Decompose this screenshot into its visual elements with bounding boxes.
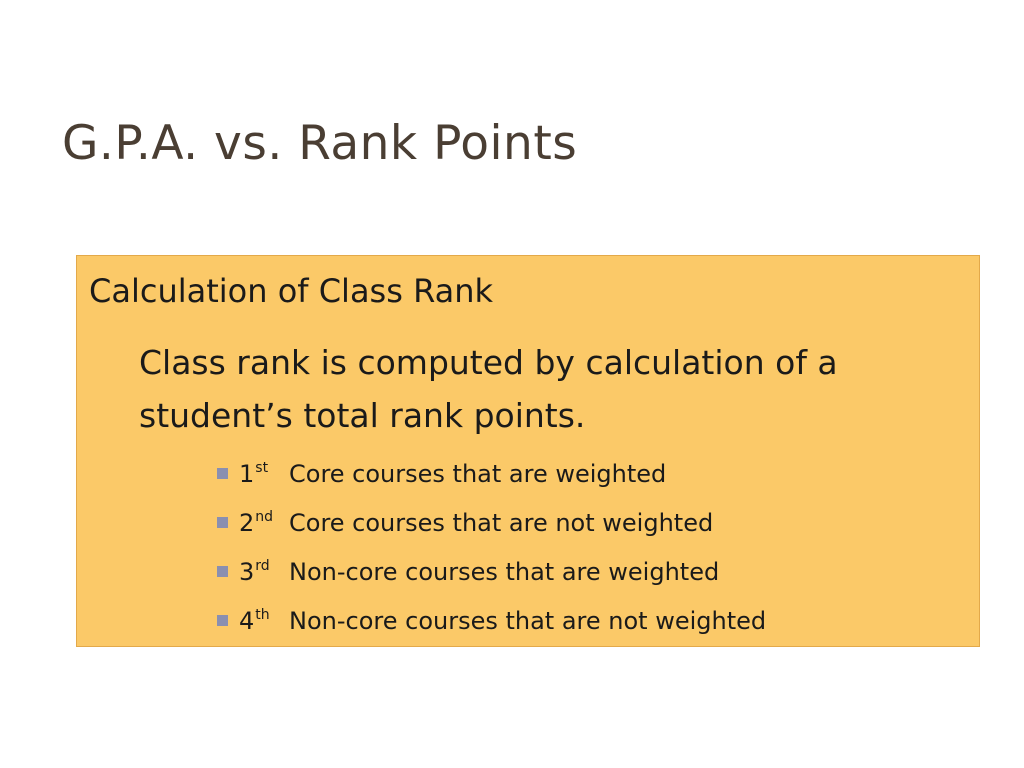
bullet-item: [217, 449, 766, 498]
ordinal-number: 4: [239, 607, 255, 635]
bullet-text: Non-core courses that are weighted: [289, 557, 720, 586]
ordinal-suffix: st: [255, 460, 269, 476]
ordinal-suffix: th: [255, 607, 270, 623]
bullet-text: Non-core courses that are not weighted: [289, 606, 767, 635]
bullet-ordinal: [239, 559, 289, 584]
square-bullet-icon: [217, 517, 228, 528]
bullet-ordinal: [239, 510, 289, 535]
bullet-text: Core courses that are not weighted: [289, 508, 714, 537]
bullet-ordinal: [239, 608, 289, 633]
ordinal-suffix: rd: [255, 558, 270, 574]
slide-title: G.P.A. vs. Rank Points: [62, 116, 578, 171]
square-bullet-icon: [217, 468, 228, 479]
ordinal-number: 2: [239, 509, 255, 537]
box-heading: Calculation of Class Rank: [89, 272, 494, 310]
box-body-text: Class rank is computed by calculation of a student’s total rank points.: [139, 343, 838, 435]
bullet-item: [217, 498, 766, 547]
bullet-text: Core courses that are weighted: [289, 459, 667, 488]
bullet-item: [217, 547, 766, 596]
ordinal-number: 3: [239, 558, 255, 586]
ordinal-suffix: nd: [255, 509, 274, 525]
bullet-item: [217, 596, 766, 645]
square-bullet-icon: [217, 566, 228, 577]
bullet-ordinal: [239, 461, 289, 486]
content-box: [76, 255, 980, 647]
bullet-list: [217, 449, 766, 645]
square-bullet-icon: [217, 615, 228, 626]
ordinal-number: 1: [239, 460, 255, 488]
